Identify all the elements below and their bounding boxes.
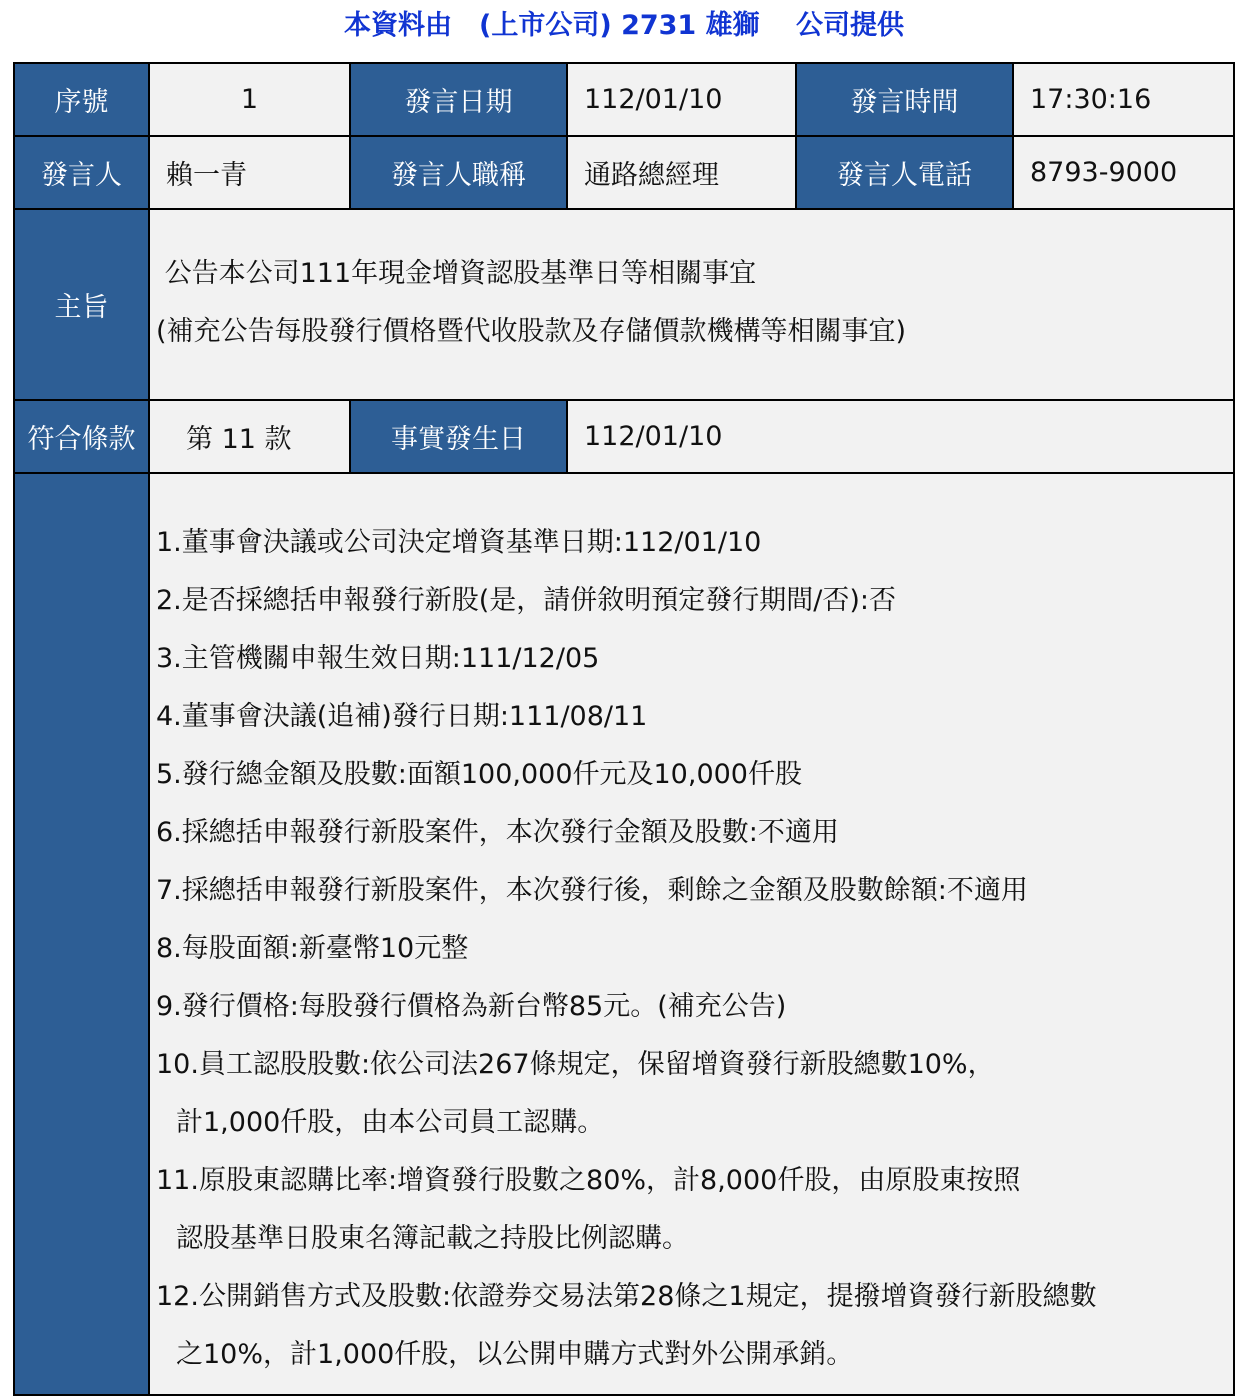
table-row	[14, 473, 1234, 1395]
speaker-label: 發言人	[14, 136, 149, 209]
content-line: 1.董事會決議或公司決定增資基準日期:112/01/10	[156, 527, 762, 558]
page-title: 本資料由 (上市公司) 2731 雄獅 公司提供	[343, 10, 905, 41]
time-value: 17:30:16	[1013, 63, 1234, 136]
announcement-table	[13, 62, 1235, 1396]
content-line: 9.發行價格:每股發行價格為新台幣85元。(補充公告)	[156, 991, 787, 1022]
clause-value: 第 11 款	[149, 400, 350, 473]
content-line: 6.採總括申報發行新股案件，本次發行金額及股數:不適用	[156, 817, 839, 848]
fact-date-value: 112/01/10	[567, 400, 1234, 473]
serial-value: 1	[149, 63, 350, 136]
fact-date-label: 事實發生日	[350, 400, 567, 473]
table-row	[14, 209, 1234, 400]
serial-label: 序號	[14, 63, 149, 136]
subject-cell	[149, 209, 1234, 400]
content-line: 8.每股面額:新臺幣10元整	[156, 933, 469, 964]
clause-label: 符合條款	[14, 400, 149, 473]
table-row	[14, 136, 1234, 209]
content-line: 認股基準日股東名簿記載之持股比例認購。	[176, 1223, 689, 1254]
table-row	[14, 63, 1234, 136]
subject-label: 主旨	[14, 209, 149, 400]
content-line: 10.員工認股股數:依公司法267條規定，保留增資發行新股總數10%，	[156, 1049, 995, 1080]
speaker-title-value: 通路總經理	[567, 136, 796, 209]
content-line: 計1,000仟股，由本公司員工認購。	[176, 1107, 605, 1138]
content-line: 2.是否採總括申報發行新股(是，請併敘明預定發行期間/否):否	[156, 585, 897, 616]
time-label: 發言時間	[796, 63, 1013, 136]
subject-line: 公告本公司111年現金增資認股基準日等相關事宜	[156, 257, 757, 289]
speaker-title-label: 發言人職稱	[350, 136, 567, 209]
content-line: 11.原股東認購比率:增資發行股數之80%，計8,000仟股，由原股東按照	[156, 1165, 1021, 1196]
subject-line: (補充公告每股發行價格暨代收股款及存儲價款機構等相關事宜)	[156, 315, 907, 347]
date-value: 112/01/10	[567, 63, 796, 136]
date-label: 發言日期	[350, 63, 567, 136]
content-line: 5.發行總金額及股數:面額100,000仟元及10,000仟股	[156, 759, 802, 790]
speaker-phone-value: 8793-9000	[1013, 136, 1234, 209]
content-line: 3.主管機關申報生效日期:111/12/05	[156, 643, 600, 674]
content-line: 7.採總括申報發行新股案件，本次發行後，剩餘之金額及股數餘額:不適用	[156, 875, 1028, 906]
content-line: 4.董事會決議(追補)發行日期:111/08/11	[156, 701, 648, 732]
content-line: 12.公開銷售方式及股數:依證券交易法第28條之1規定，提撥增資發行新股總數	[156, 1281, 1097, 1312]
content-label	[14, 473, 149, 1395]
table-row	[14, 400, 1234, 473]
content-line: 之10%，計1,000仟股，以公開申購方式對外公開承銷。	[176, 1339, 854, 1370]
subject-text	[150, 245, 1233, 361]
speaker-value: 賴一青	[149, 136, 350, 209]
content-cell	[149, 473, 1234, 1395]
speaker-phone-label: 發言人電話	[796, 136, 1013, 209]
